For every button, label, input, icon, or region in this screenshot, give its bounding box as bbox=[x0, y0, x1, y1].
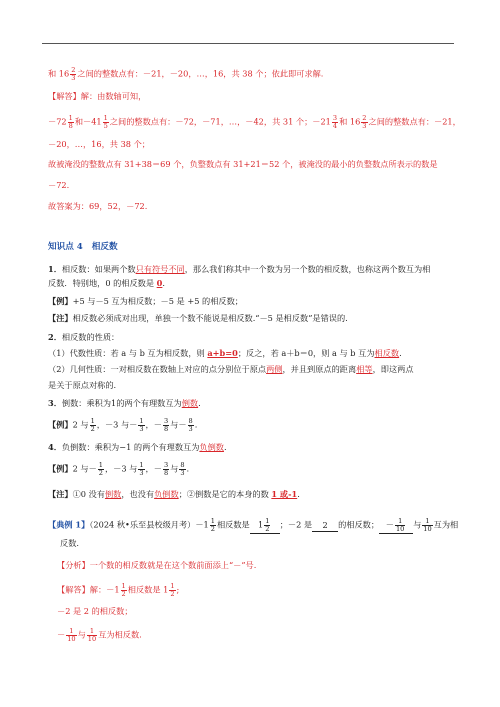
definition-1: 1．相反数：如果两个数只有符号不同，那么我们称其中一个数为另一个数的相反数，也称这两个数互为相 bbox=[48, 264, 431, 274]
key-term: 1 或-1 bbox=[271, 489, 298, 499]
example-4: 【例】2 与－ $\frac{1}{2}$ ，－3 与 $\frac{1}{3}$ ，－ $\frac{3}{8}$ 与 $\frac{8}{3}$ . bbox=[48, 461, 190, 477]
solution-line-1 bbox=[48, 67, 323, 82]
fraction: $\frac{1}{2}$ bbox=[170, 582, 175, 598]
key-term: 只有符号不同 bbox=[135, 264, 185, 274]
definition-4: 4．负倒数：乘积为−1 的两个有理数互为负倒数. bbox=[48, 442, 227, 452]
analysis: 【分析】一个数的相反数就是在这个数前面添上“－”号. bbox=[57, 560, 257, 570]
key-term: 两侧 bbox=[266, 364, 283, 374]
fraction: $\frac{3}{8}$ bbox=[163, 417, 169, 433]
section-title: 相反数 bbox=[91, 242, 118, 252]
fraction: $\frac{1}{10}$ bbox=[423, 517, 432, 533]
example-1: 【例】+5 与－5 互为相反数；－5 是 +5 的相反数； bbox=[48, 296, 243, 306]
fraction: $\frac{2}{3}$ bbox=[71, 66, 76, 82]
section-label: 知识点 4 bbox=[48, 242, 83, 252]
fraction: $\frac{1}{2}$ bbox=[210, 517, 215, 533]
key-term: 负倒数 bbox=[199, 442, 224, 452]
fraction: $\frac{1}{3}$ bbox=[139, 461, 144, 477]
example-tag: 【典例 1】 bbox=[48, 519, 90, 530]
fraction: $\frac{2}{3}$ bbox=[362, 114, 367, 130]
definition-2a: （1）代数性质：若 a 与 b 互为相反数，则 a+b=0；反之，若 a＋b＝0，则 a 与 b 互为相反数. bbox=[48, 348, 402, 358]
answer-blank: 2 bbox=[312, 520, 338, 532]
solution-line-7: 故答案为：69，52，－72. bbox=[48, 201, 148, 211]
note-tag: 【注】 bbox=[48, 313, 73, 323]
definition-2b: （2）几何性质：一对相反数在数轴上对应的点分别位于原点两侧，并且到原点的距离相等，即这两点 bbox=[48, 364, 414, 374]
solution-line-4: －20，…，16，共 38 个； bbox=[48, 139, 150, 149]
key-term: 倒数 bbox=[181, 398, 199, 408]
answer-2: －2 是 2 的相反数； bbox=[57, 606, 133, 616]
fraction: $\frac{1}{3}$ bbox=[139, 417, 144, 433]
text: 之间的整数点有：－21，－20，…，16，共 38 个；依此即可求解. bbox=[77, 68, 324, 79]
fraction: $\frac{8}{3}$ bbox=[188, 417, 193, 433]
section-heading bbox=[48, 242, 118, 253]
solution-line-3: －72 $\frac{1}{8}$ 和－41 $\frac{1}{5}$ 之间的整数点有：－72，－71，…，－42，共 31 个；－21 $\frac{3}{4}$ 和 16 $\frac{2}{3}$ 之间的整数点有：－21， bbox=[48, 114, 461, 130]
example-3: 【例】2 与 $\frac{1}{2}$ ，－3 与－ $\frac{1}{3}$ ，－ $\frac{3}{8}$ 与－ $\frac{8}{3}$ . bbox=[48, 417, 198, 433]
note-4: 【注】①0 没有倒数，也没有负倒数；②倒数是它的本身的数 1 或-1. bbox=[48, 489, 300, 499]
fraction: $\frac{8}{3}$ bbox=[180, 461, 185, 477]
key-term: 相等 bbox=[356, 364, 373, 374]
analysis-tag: 【分析】 bbox=[57, 560, 90, 570]
header-rule bbox=[42, 43, 454, 44]
answer-intro bbox=[48, 91, 146, 102]
typical-example-1-cont: 反数. bbox=[60, 538, 79, 548]
definition-2c: 是关于原点对称的. bbox=[48, 380, 117, 390]
fraction: $\frac{1}{2}$ bbox=[90, 417, 95, 433]
definition-1-cont: 反数．特别地，0 的相反数是 0. bbox=[48, 278, 165, 288]
key-term: a+b=0 bbox=[207, 348, 238, 358]
answer-1: 【解答】解：－1 $\frac{1}{2}$ 相反数是 1 $\frac{1}{2}$ ; bbox=[57, 582, 180, 598]
fraction: $\frac{3}{8}$ bbox=[163, 461, 169, 477]
fraction: $\frac{1}{2}$ bbox=[121, 582, 126, 598]
solution-line-5: 故被淹没的整数点有 31+38＝69 个，负整数点有 31+21＝52 个，被淹没的最小的负整数点所表示的数是 bbox=[48, 159, 438, 169]
note-1: 【注】相反数必须成对出现，单独一个数不能说是相反数.“－5 是相反数”是错误的. bbox=[48, 313, 348, 323]
fraction: $\frac{3}{4}$ bbox=[332, 114, 338, 130]
solution-line-6: －72. bbox=[48, 180, 70, 190]
example-tag: 【例】 bbox=[48, 296, 73, 306]
fraction: $\frac{1}{8}$ bbox=[68, 114, 73, 130]
answer-blank: 1 $\frac{1}{2}$ bbox=[250, 518, 280, 534]
typical-example-1: 【典例 1】（2024 秋•乐至县校级月考）－1 $\frac{1}{2}$ 相反数是 1 $\frac{1}{2}$ ；－2 是 2 的相反数； － $\frac{1}{10}$ 与 $\frac{1}{10}$ 互为相 bbox=[48, 517, 459, 533]
answer-blank: － $\frac{1}{10}$ bbox=[379, 518, 413, 534]
answer-3: － $\frac{1}{10}$ 与 $\frac{1}{10}$ 互为相反数. bbox=[57, 627, 142, 643]
fraction: $\frac{1}{2}$ bbox=[98, 461, 103, 477]
key-term: 0 bbox=[156, 278, 163, 288]
fraction: $\frac{1}{10}$ bbox=[67, 627, 76, 643]
definition-3: 3．倒数：乘积为1的两个有理数互为倒数. bbox=[48, 398, 201, 408]
fraction: $\frac{1}{10}$ bbox=[87, 627, 97, 643]
key-term: 倒数 bbox=[104, 489, 122, 499]
answer-tag: 【解答】 bbox=[48, 91, 81, 101]
key-term: 相反数 bbox=[374, 348, 400, 358]
key-term: 负倒数 bbox=[154, 489, 179, 499]
text: 解：由数轴可知， bbox=[80, 91, 147, 101]
definition-2: 2．相反数的性质： bbox=[48, 332, 120, 342]
text: 和 16 bbox=[48, 68, 70, 79]
fraction: $\frac{1}{5}$ bbox=[103, 114, 108, 130]
